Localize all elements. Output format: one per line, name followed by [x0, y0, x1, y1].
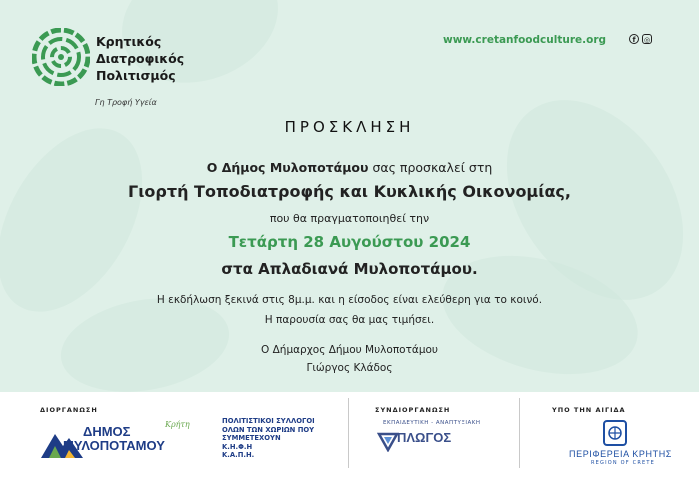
region-name: ΠΕΡΙΦΕΡΕΙΑ ΚΡΗΤΗΣ — [569, 449, 672, 459]
clubs-line: ΣΥΜΜΕΤΕΧΟΥΝ — [222, 434, 281, 442]
footer-divider — [519, 398, 520, 468]
municipality-logo — [39, 420, 199, 462]
event-location: στα Απλαδιανά Μυλοποτάμου. — [221, 260, 478, 278]
plogos-subtitle: ΕΚΠΑΙΔΕΥΤΙΚΗ - ΑΝΑΠΤΥΞΙΑΚΗ — [383, 420, 481, 426]
signer-name: Γιώργος Κλάδος — [306, 362, 393, 374]
event-closing: Η παρουσία σας θα μας τιμήσει. — [264, 314, 435, 326]
municipality-logo-line: ΜΥΛΟΠΟΤΑΜΟΥ — [63, 438, 165, 453]
region-name-english: REGION OF CRETE — [591, 460, 655, 466]
event-date-intro: που θα πραγματοποιηθεί την — [269, 212, 430, 225]
plogos-logo — [375, 420, 500, 462]
organizer-label: ΔΙΟΡΓΑΝΩΣΗ — [40, 406, 98, 414]
plogos-name: ΠΛΩΓΟΣ — [397, 430, 452, 445]
event-name: Γιορτή Τοποδιατροφής και Κυκλικής Οικονομίας, — [128, 182, 571, 201]
municipality-logo-crete: Κρήτη — [165, 420, 190, 429]
social-icons — [629, 34, 652, 44]
invitation-intro-rest: σας προσκαλεί στη — [368, 160, 493, 175]
event-date: Τετάρτη 28 Αυγούστου 2024 — [228, 233, 471, 251]
website-link[interactable]: www.cretanfoodculture.org — [443, 34, 607, 46]
clubs-line: Κ.Α.Π.Η. — [222, 451, 255, 459]
coorganizer-label: ΣΥΝΔΙΟΡΓΑΝΩΣΗ — [375, 406, 451, 414]
footer-divider — [348, 398, 349, 468]
clubs-line: ΟΛΩΝ ΤΩΝ ΧΩΡΙΩΝ ΠΟΥ — [222, 425, 315, 434]
clubs-line: ΠΟΛΙΤΙΣΤΙΚΟΙ ΣΥΛΛΟΓΟΙ — [222, 417, 315, 425]
cultural-clubs-list — [222, 417, 315, 460]
event-info: Η εκδήλωση ξεκινά στις 8μ.μ. και η είσοδος είναι ελεύθερη για το κοινό. — [156, 294, 543, 306]
plogos-mark-icon — [377, 430, 399, 452]
region-of-crete-logo — [558, 420, 678, 468]
instagram-icon[interactable]: ◎ — [643, 36, 651, 44]
logo-line: Κρητικός — [96, 34, 162, 49]
region-emblem-icon — [603, 420, 627, 446]
host-name: Ο Δήμος Μυλοποτάμου — [206, 160, 369, 175]
facebook-icon[interactable]: f — [629, 34, 639, 44]
auspices-label: ΥΠΟ ΤΗΝ ΑΙΓΙΔΑ — [552, 406, 626, 414]
signer-title: Ο Δήμαρχος Δήμου Μυλοποτάμου — [261, 344, 438, 356]
municipality-logo-line: ΔΗΜΟΣ — [83, 424, 131, 439]
logo-tagline: Γη Τροφή Υγεία — [95, 98, 157, 107]
clubs-line: Κ.Η.Φ.Η — [222, 442, 253, 451]
cretan-food-culture-logo-icon — [32, 28, 90, 86]
logo-wordmark — [96, 33, 184, 84]
invitation-heading: ΠΡΟΣΚΛΗΣΗ — [284, 118, 415, 136]
logo-line: Πολιτισμός — [96, 68, 176, 83]
invitation-intro — [0, 160, 699, 175]
logo-line: Διατροφικός — [96, 51, 185, 66]
